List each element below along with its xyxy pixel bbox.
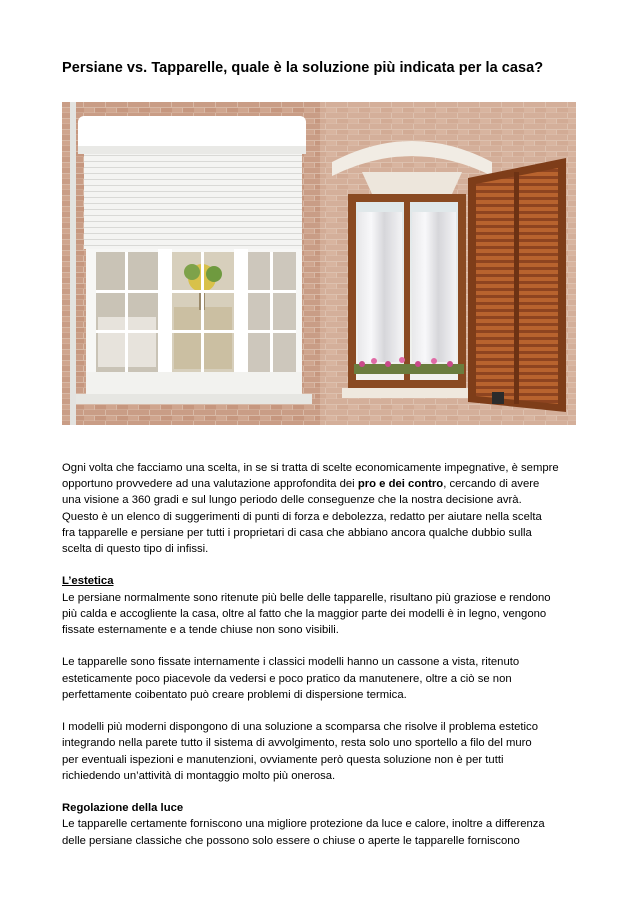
text-line: Le tapparelle sono fissate internamente i classici modelli hanno un cassone a vista, ritenuto xyxy=(62,656,520,669)
text-line: più calda e accogliente la casa, oltre al fatto che la maggior parte dei modelli è in legno, vengono xyxy=(62,607,547,620)
estetica-paragraph-3 xyxy=(62,719,582,784)
estetica-paragraph-1 xyxy=(62,573,582,638)
emphasis-pro-contro: pro e dei contro xyxy=(357,478,444,491)
text-line: I modelli più moderni dispongono di una soluzione a scomparsa che risolve il problema estetico xyxy=(62,721,538,734)
text-line: Ogni volta che facciamo una scelta, in se si tratta di scelte economicamente impegnative, è sempre xyxy=(62,462,559,474)
text-line: Le tapparelle certamente forniscono una migliore protezione da luce e calore, inoltre a differenza xyxy=(62,818,545,831)
text-line: richiedendo un’attività di montaggio molto più onerosa. xyxy=(62,769,336,782)
text-line: integrando nella parete tutto il sistema di avvolgimento, resta solo uno sportello a filo del muro xyxy=(62,737,532,750)
text-line: Le persiane normalmente sono ritenute più belle delle tapparelle, risultano più graziose e rendono xyxy=(62,591,551,604)
text-line: una visione a 360 gradi e sul lungo periodo delle conseguenze che la nostra decisione avrà. xyxy=(62,494,522,507)
text-run: opportuno provvedere ad una valutazione approfondita dei xyxy=(62,478,358,491)
text-line: perfettamente coibentato può creare problemi di dispersione termica. xyxy=(62,688,407,701)
regolazione-paragraph-1 xyxy=(62,800,582,849)
section-heading-regolazione: Regolazione della luce xyxy=(62,802,184,815)
text-line: esteticamente poco piacevole da vedersi e poco pratico da manutenere, oltre a ciò se non xyxy=(62,672,512,685)
text-line: Questo è un elenco di suggerimenti di punti di forza e debolezza, redatto per aiutare nella scelta xyxy=(62,510,542,523)
text-run: , cercando di avere xyxy=(443,478,540,491)
text-line xyxy=(62,476,582,492)
hero-image-shutters-vs-blinds xyxy=(62,102,576,425)
section-heading-estetica: L’estetica xyxy=(62,575,114,588)
text-line: fra tapparelle e persiane per tutti i proprietari di casa che abbiano ancora qualche dubbio sulla xyxy=(62,526,532,539)
text-line: per eventuali ispezioni e manutenzioni, ovviamente però questa soluzione non è per tutti xyxy=(62,753,504,766)
estetica-paragraph-2 xyxy=(62,654,582,703)
text-line: scelta di questo tipo di infissi. xyxy=(62,543,209,556)
page-title: Persiane vs. Tapparelle, quale è la soluzione più indicata per la casa? xyxy=(62,60,544,76)
text-line: delle persiane classiche che possono solo essere o chiuse o aperte le tapparelle forniscono xyxy=(62,834,520,847)
text-line: fissate esternamente e a tende chiuse non sono visibili. xyxy=(62,624,339,637)
intro-paragraph xyxy=(62,460,582,557)
article-body xyxy=(62,460,582,865)
